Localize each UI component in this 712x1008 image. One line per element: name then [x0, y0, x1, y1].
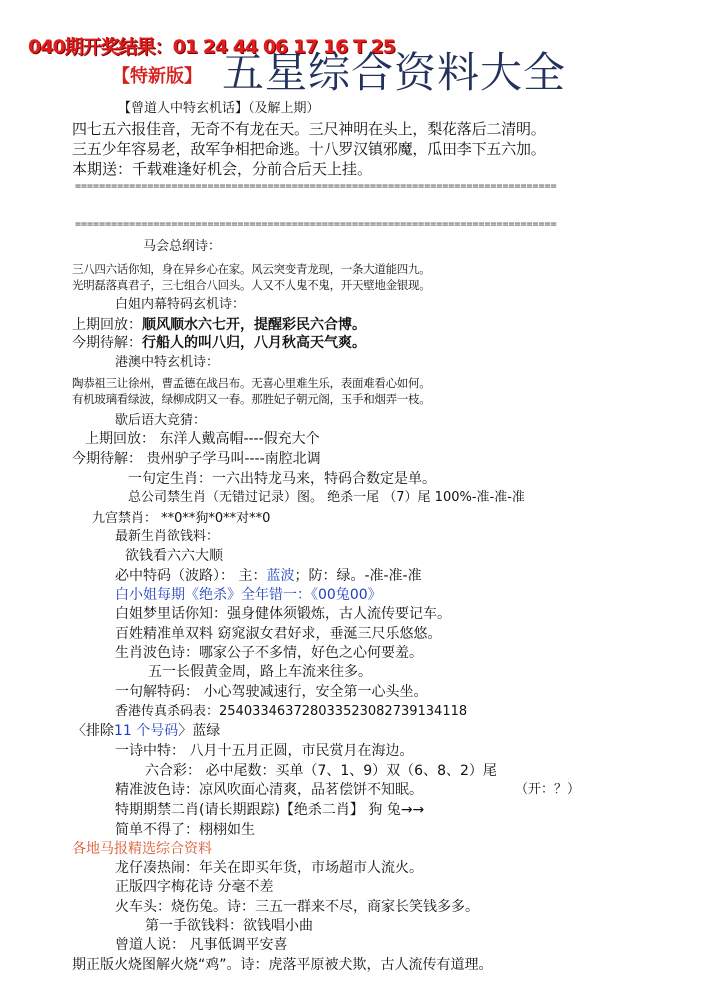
one-poem: 一诗中特： 八月十五月正圆，市民赏月在海边。: [115, 743, 414, 759]
latest-text: 欲钱看六六大顺: [125, 548, 223, 564]
must-wave-label: 必中特码（波路）： 主：: [115, 568, 267, 584]
hk-codes: 香港传真杀码表：25403346372803352308273913411​8: [115, 704, 468, 719]
horse-poem-heading: 马会总纲诗：: [143, 239, 222, 254]
dragon-line: 龙仔凑热闹：年关在即买年货，市场超市人流火。: [115, 860, 423, 876]
edition-tag: 【特新版】: [112, 66, 202, 87]
white-sister-this: [72, 336, 366, 350]
train-line: 火车头：烧伤兔。诗：三五一群来不尽，商家长笑钱多多。: [115, 899, 479, 915]
dream-line: 白姐梦里话你知：强身健体须锻炼，古人流传要记车。: [115, 606, 451, 622]
white-sister-this-label: 今期待解：: [72, 335, 142, 351]
xiehouyu-this: 今期待解： 贵州驴子学马叫----南腔北调: [72, 451, 321, 467]
separator-2: ================================================================================: [75, 219, 557, 230]
must-wave-rest: ；防：绿。-准-准-准: [294, 568, 422, 584]
fire-line: 期正版火烧图解火烧“鸡”。诗：虎落平原被犬欺，古人流传有道理。: [72, 957, 493, 973]
nine-palace: 九宫禁肖： **0**狗*0**对**0: [92, 511, 271, 526]
white-sister-last-text: 顺风顺水六七开，提醒彩民六合博。: [142, 317, 366, 333]
special-two: 特期期禁二肖(请长期跟踪)【绝杀二肖】 狗 兔→→: [115, 802, 425, 818]
exclude-num: 11 个号码: [114, 723, 179, 739]
horse-poem-line-2: 光明磊落真君子，三七组合八回头。人又不人鬼不鬼，开天壁地金银现。: [72, 278, 431, 292]
exclude-line: [72, 724, 220, 738]
exclude-suffix: 〉蓝绿: [178, 723, 221, 739]
simple-line: 简单不得了：栩栩如生: [115, 822, 255, 838]
page-title: 五星综合资料大全: [222, 48, 567, 97]
tseng-says-line: 曾道人说： 凡事低调平安喜: [115, 937, 288, 953]
hk-macau-line-2: 有机玻璃看绿波，绿柳成阴又一春。那胜妃子朝元阁，玉手和烟弄一枝。: [72, 392, 431, 406]
exclude-prefix: 〈排除: [72, 723, 114, 739]
five-one: 五一长假黄金周，路上车流来往多。: [148, 664, 372, 680]
must-wave-main: 蓝波: [266, 568, 295, 584]
white-sister-heading: 白姐内幕特码玄机诗：: [115, 297, 246, 312]
xiehouyu-last: 上期回放： 东洋人戴高帽----假充大个: [85, 431, 320, 447]
white-sister-last-label: 上期回放：: [72, 317, 142, 333]
white-sister-this-text: 行船人的叫八归，八月秋高天气爽。: [142, 335, 366, 351]
tseng-heading: 【曾道人中特玄机话】（及解上期）: [118, 101, 320, 116]
latest-heading: 最新生肖欲钱料：: [115, 529, 220, 544]
one-phrase: 一句解特码： 小心驾驶减速行，安全第一心头坐。: [115, 684, 428, 700]
six-color: 六合彩： 必中尾数：买单（7、1、9）双（6、8、2）尾: [145, 763, 497, 779]
regional-heading: 各地马报精选综合资料: [72, 841, 212, 857]
four-char-line: 正版四字梅花诗 分毫不差: [115, 879, 274, 895]
separator-1: ================================================================================: [75, 181, 557, 192]
draw-result-banner: 040期开奖结果：01 24 44 06 17 16 T 25: [28, 36, 396, 58]
horse-poem-line-1: 三八四六话你知，身在异乡心在家。风云突变青龙现，一条大道能四九。: [72, 262, 431, 276]
first-hand-line: 第一手欲钱料：欲钱唱小曲: [145, 918, 313, 934]
wave-poem: 精准波色诗：凉风吹面心清爽，品茗偿饼不知眠。: [115, 782, 423, 798]
tseng-line-3: 本期送：千载难逢好机会，分前合后天上挂。: [72, 160, 373, 178]
hundred-line: 百姓精准单双料 窈窕淑女君好求，垂涎三尺乐悠悠。: [115, 626, 442, 642]
wave-open: （开：？）: [515, 782, 581, 797]
hk-macau-line-1: 陶恭祖三让徐州，曹孟德在战吕布。无喜心里难生乐，表面难看心如何。: [72, 376, 431, 390]
tseng-line-2: 三五少年容易老，敌军争相把命逃。十八罗汉镇邪魔，瓜田李下五六加。: [72, 140, 546, 158]
white-sister-last: [72, 318, 366, 332]
one-line-zodiac: 一句定生肖：一六出特龙马来，特码合数定是单。: [128, 471, 436, 487]
miss-kill: 白小姐每期《绝杀》全年错一：《00兔00》: [115, 587, 382, 603]
company-ban: 总公司禁生肖（无错过记录）图。 绝杀一尾 （7）尾 100%-准-准-准: [128, 490, 525, 505]
zodiac-wave: 生肖波色诗：哪家公子不多情，好色之心何要羞。: [115, 645, 423, 661]
hk-macau-heading: 港澳中特玄机诗：: [115, 355, 220, 370]
tseng-line-1: 四七五六报佳音，无奇不有龙在天。三尺神明在头上，梨花落后二清明。: [72, 120, 546, 138]
xiehouyu-heading: 歇后语大竞猜：: [115, 413, 207, 428]
must-wave: [115, 569, 422, 583]
